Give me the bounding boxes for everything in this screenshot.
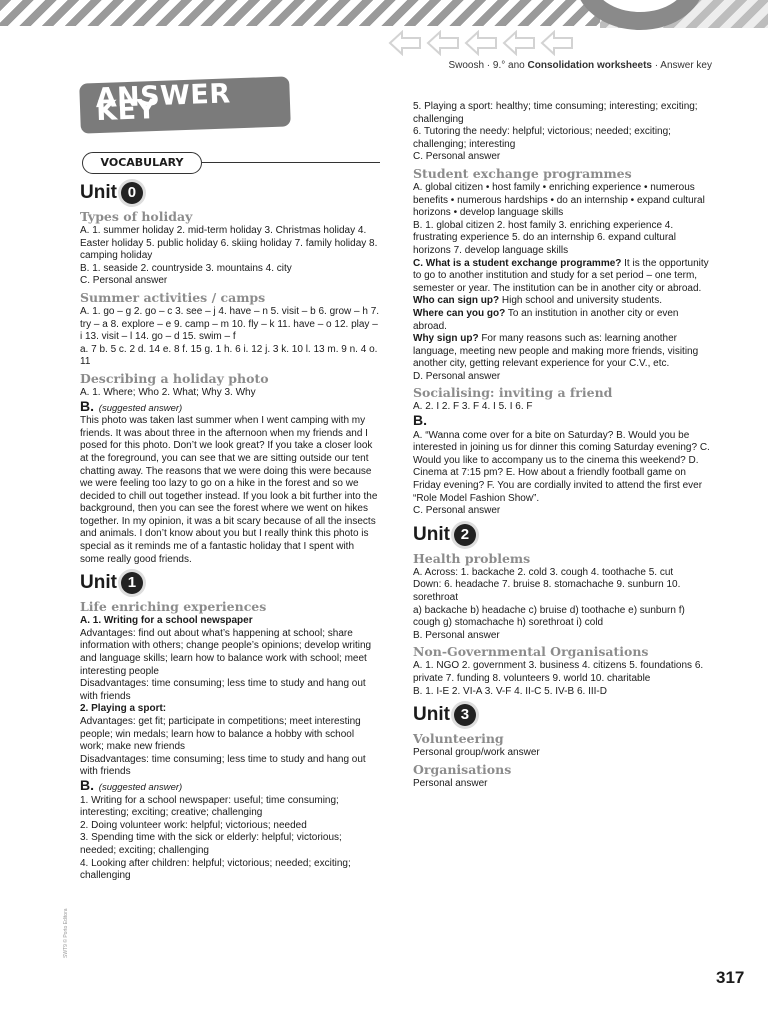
answer-b3: 3. Spending time with the sick or elderly: helpful; victorious; needed; exciting; challenging [80,832,342,856]
answer-text: To an institution in another city or even abroad. [413,307,679,332]
answer-letter: B. [413,412,427,429]
answer-letter: B. [80,776,94,793]
left-arrow-icon [388,30,422,56]
answer-summer-a: A. 1. go – g 2. go – c 3. see – j 4. have – n 5. visit – b 6. grow – h 7. try – a 8. explore – e 9. camp – m 10. fly – k 11. have – o 12. play – i 13. visit – l 14. go – d 15. swim – f [80,305,380,343]
suggested-note: (suggested answer) [98,781,183,793]
answer-ngo-b: B. 1. I-E 2. VI-A 3. V-F 4. II-C 5. IV-B 6. III-D [413,685,607,697]
answer-photo-b-head [80,397,380,416]
unit-2-heading [413,522,713,548]
answer-text: It is the opportunity to go to another institution and study for a set period – one term, semester or year. The institution can be in another city or abroad. [413,257,709,294]
answer-b5: 5. Playing a sport: healthy; time consuming; interesting; exciting; challenging [413,101,698,125]
series-ano: ano [508,60,525,71]
answer-across: A. Across: 1. backache 2. cold 3. cough 4. toothache 5. cut [413,566,674,578]
answer-health-b: B. Personal answer [413,629,500,641]
answer-photo-b-text: This photo was taken last summer when I went camping with my friends. It was about three in the afternoon when my friends and I posed for this photo. Don’t we look great? If you take a closer look at the foreground, you can see that we are sitting outside our tent chatting away. The reasons that we were doing this were because we were feeling too lazy to go on a hike in the forest and so we decided to chill out together instead. If you look a bit further into the background, then you can see the forest where we went on hikes together. In my opinion, it was a bit scary because of all the insects and animals. I don’t know about you but I really think this photo is special as it reminds me of a fantastic holiday that I spent with some really good friends. [80,415,378,565]
unit-3-heading [413,702,713,728]
answer-student-a: A. global citizen • host family • enriching experience • numerous benefits • numerous hardships • do an internship • expand cultural horizons • develop language skills [413,181,705,219]
answer-where [413,308,713,333]
unit-number-badge: 1 [121,572,143,594]
question-text: C. What is a student exchange programme? [413,257,622,269]
unit-label: Unit [413,704,450,726]
answer-a2-disadvantages: Disadvantages: time consuming; less time to study and hang out with friends [80,753,366,778]
answer-a1-disadvantages: Disadvantages: time consuming; less time to study and hang out with friends [80,678,366,702]
answer-text: For many reasons such as: learning another language, meeting new people and making more friends, visiting another city, getting relevant experience for your C.V., etc. [413,333,699,370]
answer-types-b: B. 1. seaside 2. countryside 3. mountains 4. city [80,262,292,274]
unit-label: Unit [80,572,117,594]
answer-student-d: D. Personal answer [413,370,501,382]
arrow-row-icon [388,30,574,56]
answer-ngo-a: A. 1. NGO 2. government 3. business 4. citizens 5. foundations 6. private 7. funding 8. volunteers 9. world 10. charitable [413,660,704,684]
answer-social-c: C. Personal answer [413,505,501,517]
suggested-note: (suggested answer) [98,402,183,414]
answer-who [413,295,713,308]
answer-types-a: A. 1. summer holiday 2. mid-term holiday 3. Christmas holiday 4. Easter holiday 5. public holiday 6. skiing holiday 7. family holiday 8. camping holiday [80,225,378,262]
question-text: Where can you go? [413,307,506,319]
answer-a1-advantages: Advantages: find out about what’s happening at school; share information with others; change people’s opinions; develop writing and language skills; learn how to balance work with school; meet interesting people [80,627,372,677]
answer-social-b-head [413,414,713,430]
section-types-of-holiday: Types of holiday [80,209,193,224]
section-life-enriching: Life enriching experiences [80,599,267,615]
answer-volunteering: Personal group/work answer [413,747,540,759]
unit-label: Unit [80,182,117,203]
vocabulary-divider [202,162,380,163]
book-title: Consolidation worksheets [527,60,652,71]
unit-number-badge: 3 [454,704,476,726]
unit-label: Unit [413,523,450,545]
section-student-exchange: Student exchange programmes [413,165,632,181]
left-arrow-icon [502,30,536,56]
question-text: Who can sign up? [413,295,500,307]
section-organisations: Organisations [413,761,512,777]
question-text: Why sign up? [413,333,479,345]
unit-1-heading [80,570,380,596]
answer-b6: 6. Tutoring the needy: helpful; victorious; needed; exciting; challenging; interesting [413,126,671,150]
answer-letter: B. [80,397,94,414]
section-ngo: Non-Governmental Organisations [413,644,649,660]
running-header [448,60,712,73]
answer-social-b: A. “Wanna come over for a bite on Saturday? B. Would you be interested in joining us for dinner this coming Saturday evening? C. Would you like to accompany us to the cinema this weekend? D. Cinema at 7:15 pm? E. How about a friendly football game on Friday evening? F. You are cordially invited to attend the first ever “Role Model Fashion Show”. [413,429,710,504]
left-arrow-icon [540,30,574,56]
section-summer-activities: Summer activities / camps [80,289,266,305]
section-volunteering: Volunteering [413,731,504,747]
answer-a2-title: 2. Playing a sport: [80,703,167,715]
section-holiday-photo: Describing a holiday photo [80,370,269,386]
unit-0-heading [80,180,380,206]
left-column [80,180,380,883]
answer-key-banner [79,76,291,133]
answer-key-title: ANSWER KEY [95,78,232,127]
answer-student-c [413,258,713,296]
left-arrow-icon [464,30,498,56]
answer-types-c: C. Personal answer [80,275,168,287]
unit-number-badge: 0 [121,182,143,204]
answer-b1: 1. Writing for a school newspaper: useful; time consuming; interesting; exciting; creative; challenging [80,794,339,819]
page-number: 317 [716,968,745,987]
answer-text: High school and university students. [501,295,662,307]
book-subtitle: · Answer key [654,60,712,71]
answer-student-b: B. 1. global citizen 2. host family 3. enriching experience 4. frustrating experience 5. do an internship 6. expand cultural horizons 7. develop language skills [413,219,676,256]
unit-number-badge: 2 [454,524,476,546]
answer-c: C. Personal answer [413,151,501,163]
answer-summer-letters: a. 7 b. 5 c. 2 d. 14 e. 8 f. 15 g. 1 h. 6 i. 12 j. 3 k. 10 l. 13 m. 9 n. 4 o. 11 [80,343,378,368]
answer-why [413,333,713,371]
answer-b-head [80,776,380,795]
section-health-problems: Health problems [413,550,531,566]
right-column [413,101,713,790]
answer-letters: a) backache b) headache c) bruise d) toothache e) sunburn f) cough g) stomachache h) sorethroat i) cold [413,604,685,629]
series-superscript: ° [501,60,506,71]
section-socialising: Socialising: inviting a friend [413,385,613,401]
answer-organisations: Personal answer [413,777,488,789]
answer-photo-a: A. 1. Where; Who 2. What; Why 3. Why [80,386,256,398]
answer-a1-title: A. 1. Writing for a school newspaper [80,615,253,627]
side-credit: SWT9 © Porto Editora [63,908,69,958]
vocabulary-label: VOCABULARY [82,152,202,174]
answer-b2: 2. Doing volunteer work: helpful; victorious; needed [80,819,307,831]
answer-social-a: A. 2. I 2. F 3. F 4. I 5. I 6. F [413,401,533,413]
answer-down: Down: 6. headache 7. bruise 8. stomachache 9. sunburn 10. sorethroat [413,579,681,603]
left-arrow-icon [426,30,460,56]
series-name: Swoosh · 9. [448,60,502,71]
answer-a2-advantages: Advantages: get fit; participate in competitions; meet interesting people; win medals; learn how to balance a hobby with school work; make new friends [80,716,361,753]
answer-b4: 4. Looking after children: helpful; victorious; needed; exciting; challenging [80,857,351,882]
